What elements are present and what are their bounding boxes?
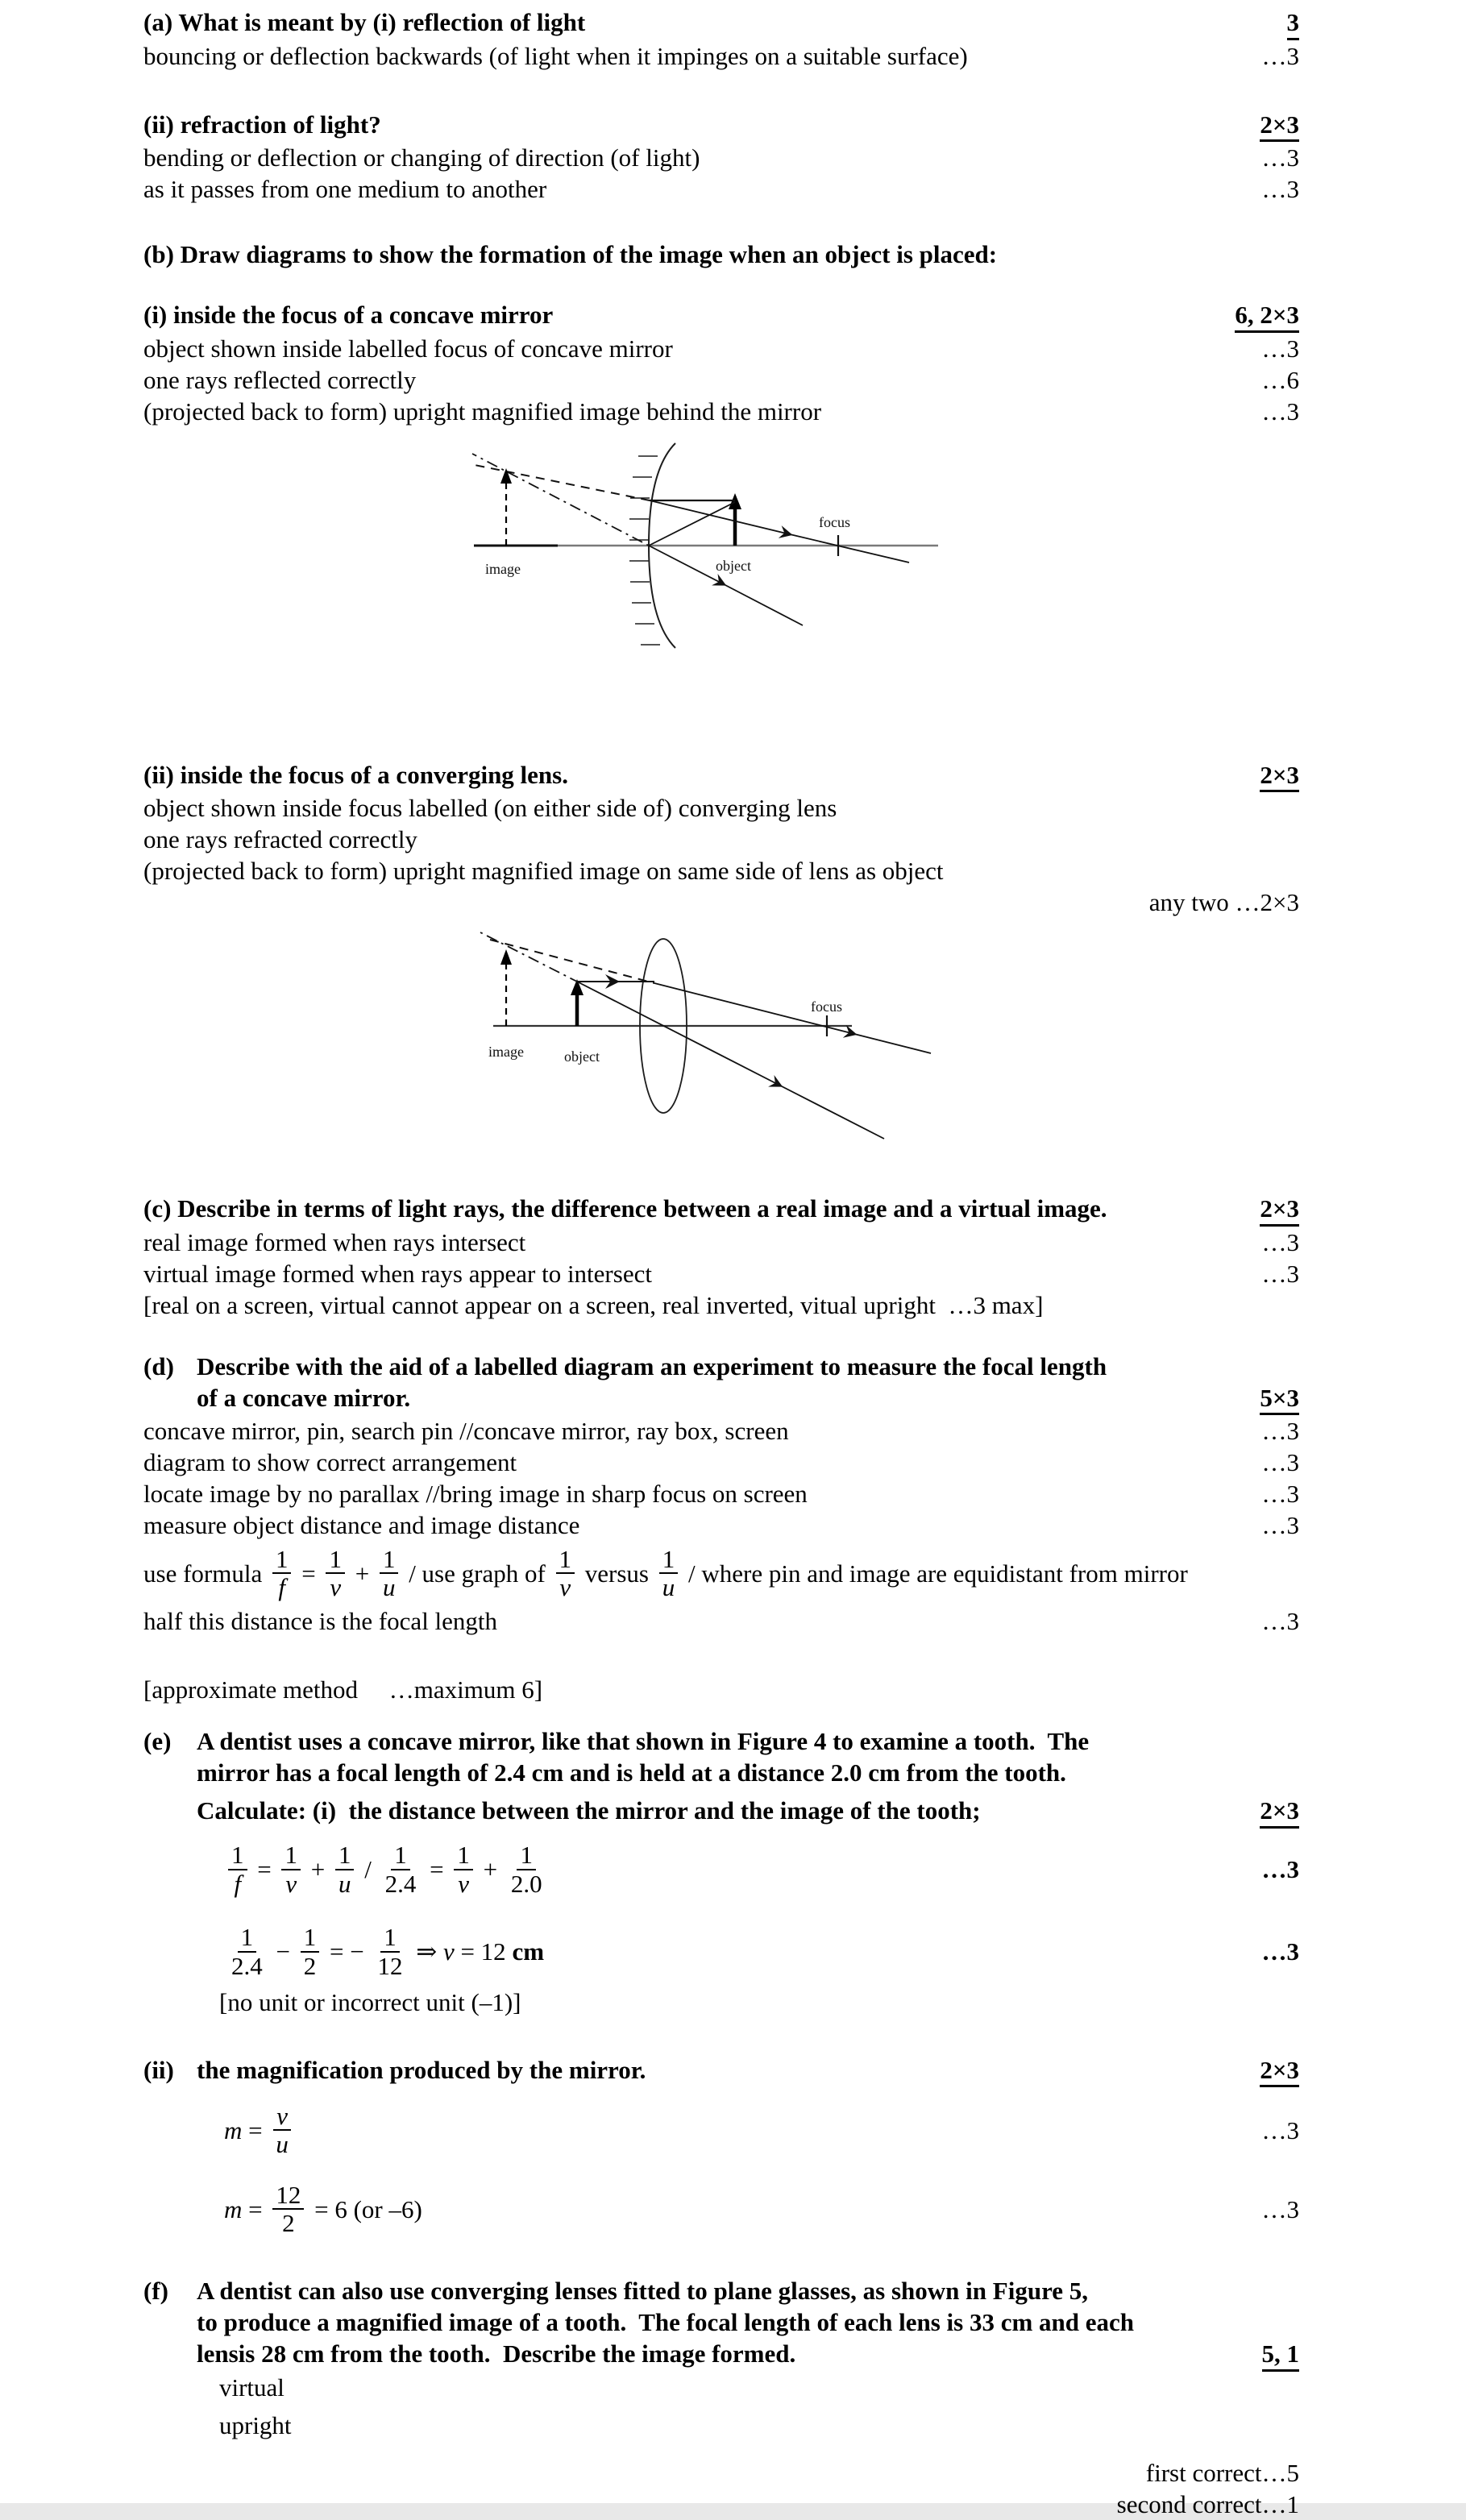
- spacer: [143, 2165, 1299, 2174]
- marks-allocation: 2×3: [1260, 2057, 1299, 2088]
- equation-text: =: [295, 1559, 322, 1588]
- line-text: [real on a screen, virtual cannot appear on a screen, real inverted, vitual upright …3 max]: [143, 1290, 1044, 1319]
- text-line: [143, 1509, 1299, 1541]
- item-label: (ii): [143, 2055, 174, 2084]
- line-text: one rays reflected correctly: [143, 365, 417, 394]
- heading-line: [143, 759, 1299, 793]
- equation-text: use formula: [143, 1559, 268, 1588]
- numerator: 1: [556, 1546, 575, 1574]
- spacer: [143, 2441, 1299, 2457]
- heading-line: [143, 6, 1299, 40]
- heading-line: [197, 1757, 1299, 1788]
- line-text: [approximate method …maximum 6]: [143, 1675, 543, 1704]
- mark-award: …3: [1261, 175, 1299, 204]
- text-line: [143, 1227, 1299, 1258]
- spacer: [143, 270, 1299, 299]
- equation-text: versus: [579, 1559, 655, 1588]
- spacer: [143, 2018, 1299, 2054]
- heading-line: [197, 2306, 1299, 2338]
- numerator: 12: [272, 2182, 304, 2210]
- spacer: [143, 1321, 1299, 1351]
- light-rays: [471, 454, 909, 625]
- spacer: [143, 1705, 1299, 1725]
- marks-allocation: 2×3: [1260, 762, 1299, 793]
- equation-text: +: [304, 1855, 331, 1884]
- line-text: (ii) inside the focus of a converging lens.: [143, 760, 568, 789]
- heading-line: [197, 1382, 1299, 1416]
- equation-text: = 12: [454, 1937, 513, 1966]
- numerator: 1: [335, 1841, 355, 1870]
- line-text: A dentist can also use converging lenses fitted to plane glasses, as shown in Figure 5,: [197, 2277, 1089, 2306]
- mark-award: second correct…1: [1116, 2489, 1299, 2518]
- fraction: [272, 1546, 292, 1601]
- marks-allocation: 2×3: [1260, 1798, 1299, 1829]
- line-text: [143, 1546, 1188, 1601]
- fraction: [228, 1841, 247, 1897]
- line-text: virtual: [219, 2373, 284, 2402]
- line-text: to produce a magnified image of a tooth. The focal length of each lens is 33 cm and each: [197, 2308, 1135, 2337]
- denominator: f: [278, 1573, 286, 1602]
- mark-award: …6: [1261, 365, 1299, 394]
- fraction: [659, 1546, 679, 1601]
- equation-text: / use graph of: [402, 1559, 552, 1588]
- mark-award: …3: [1261, 1607, 1299, 1636]
- spacer: [143, 1165, 1299, 1193]
- equation-text: m: [224, 2115, 243, 2144]
- mark-award: …3: [1261, 1417, 1299, 1446]
- marks-allocation: 2×3: [1260, 1196, 1299, 1227]
- line-text: real image formed when rays intersect: [143, 1227, 526, 1256]
- mark-award: …3: [1261, 1511, 1299, 1540]
- numerator: 1: [380, 1546, 399, 1574]
- mark-award: …3: [1261, 1855, 1299, 1884]
- heading-line: [143, 109, 1299, 143]
- mark-award: …3: [1261, 143, 1299, 172]
- line-text: (c) Describe in terms of light rays, the difference between a real image and a virtual image.: [143, 1194, 1107, 1223]
- marks-allocation: 2×3: [1260, 112, 1299, 143]
- line-text: as it passes from one medium to another: [143, 175, 547, 204]
- image-arrow: [500, 949, 512, 1026]
- spacer: [143, 72, 1299, 109]
- focus-label: focus: [811, 998, 842, 1015]
- text-line: [143, 792, 1299, 824]
- marks-allocation: 5, 1: [1262, 2341, 1300, 2372]
- text-line: [143, 40, 1299, 72]
- marks-allocation: 3: [1287, 10, 1300, 40]
- numerator: 1: [659, 1546, 679, 1574]
- equation-line: [143, 1541, 1299, 1605]
- numerator: 1: [391, 1841, 410, 1870]
- item-label: (e): [143, 1727, 172, 1756]
- mark-award: …3: [1261, 1480, 1299, 1509]
- line-text: mirror has a focal length of 2.4 cm and is held at a distance 2.0 cm from the tooth.: [197, 1758, 1066, 1787]
- fraction: [326, 1546, 345, 1601]
- denominator: 2.0: [510, 1869, 542, 1898]
- heading-line: [143, 1351, 1299, 1382]
- fraction: [272, 2182, 304, 2237]
- denominator: u: [276, 2130, 289, 2159]
- numerator: 1: [380, 1924, 400, 1952]
- denominator: v: [559, 1573, 571, 1602]
- fraction: [380, 1546, 399, 1601]
- text-line: [219, 2372, 1299, 2403]
- mark-award: …3: [1261, 41, 1299, 70]
- equation-text: = −: [323, 1937, 371, 1966]
- line-text: (b) Draw diagrams to show the formation of the image when an object is placed:: [143, 240, 998, 269]
- text-line: [143, 1415, 1299, 1447]
- line-text: [224, 1924, 544, 1979]
- equation-text: m: [224, 2194, 243, 2223]
- image-label: image: [485, 560, 521, 577]
- line-text: [224, 2103, 296, 2158]
- mark-award: …3: [1261, 1227, 1299, 1256]
- line-text: upright: [219, 2410, 292, 2439]
- fraction: [454, 1841, 473, 1897]
- numerator: 1: [301, 1924, 320, 1952]
- fraction: [301, 1924, 320, 1979]
- fraction: [272, 2103, 292, 2158]
- heading-line: [143, 2054, 1299, 2088]
- denominator: 12: [377, 1951, 403, 1980]
- equation-line: [224, 2174, 1299, 2244]
- text-line: [143, 364, 1299, 396]
- denominator: u: [382, 1573, 396, 1602]
- line-text: half this distance is the focal length: [143, 1607, 498, 1636]
- diagram-row-mirror: [451, 438, 1299, 672]
- equation-text: +: [476, 1855, 504, 1884]
- line-text: (i) inside the focus of a concave mirror: [143, 301, 554, 330]
- text-line: [143, 1447, 1299, 1478]
- line-text: diagram to show correct arrangement: [143, 1448, 517, 1477]
- numerator: 1: [272, 1546, 292, 1574]
- text-line: [143, 824, 1299, 855]
- text-line: [143, 2457, 1299, 2489]
- line-text: one rays refracted correctly: [143, 825, 417, 854]
- mark-award: …3: [1261, 2115, 1299, 2144]
- spacer: [143, 672, 1299, 759]
- spacer: [143, 2403, 1299, 2410]
- line-text: concave mirror, pin, search pin //concave mirror, ray box, screen: [143, 1417, 789, 1446]
- spacer: [143, 1788, 1299, 1795]
- denominator: 2: [282, 2209, 295, 2238]
- heading-line: [143, 239, 1299, 270]
- line-text: Describe with the aid of a labelled diagram an experiment to measure the focal length: [197, 1351, 1107, 1380]
- line-text: (ii) refraction of light?: [143, 110, 381, 139]
- equation-text: =: [251, 1855, 278, 1884]
- line-text: bending or deflection or changing of direction (of light): [143, 143, 700, 172]
- numerator: 1: [281, 1841, 301, 1870]
- heading-line: [143, 299, 1299, 333]
- heading-line: [197, 1795, 1299, 1829]
- equation-text: =: [423, 1855, 451, 1884]
- text-line: [143, 173, 1299, 205]
- line-text: lensis 28 cm from the tooth. Describe the image formed.: [197, 2339, 796, 2368]
- mark-award: …3: [1261, 2194, 1299, 2223]
- denominator: v: [458, 1869, 469, 1898]
- denominator: 2.4: [231, 1951, 263, 1980]
- text-line: [143, 396, 1299, 427]
- numerator: v: [273, 2103, 291, 2131]
- fraction: [508, 1841, 546, 1897]
- line-text: (projected back to form) upright magnified image on same side of lens as object: [143, 857, 944, 886]
- marks-allocation: 5×3: [1260, 1385, 1299, 1416]
- line-text: [no unit or incorrect unit (–1)]: [219, 1987, 521, 2016]
- numerator: 1: [228, 1841, 247, 1870]
- text-line: [143, 142, 1299, 173]
- equation-text: =: [242, 2194, 269, 2223]
- mark-award: …3: [1261, 334, 1299, 363]
- equation-text: = 6 (or –6): [308, 2194, 422, 2223]
- mark-award: …3: [1261, 1448, 1299, 1477]
- text-line: [143, 886, 1299, 918]
- object-arrow: [571, 979, 583, 1026]
- line-text: [224, 2182, 422, 2237]
- line-text: measure object distance and image distance: [143, 1511, 580, 1540]
- line-text: of a concave mirror.: [197, 1383, 411, 1412]
- text-line: [143, 1478, 1299, 1509]
- numerator: 1: [454, 1841, 473, 1870]
- object-label: object: [564, 1048, 600, 1065]
- fraction: [374, 1924, 405, 1979]
- spacer: [143, 1904, 1299, 1917]
- text-line: [143, 1258, 1299, 1289]
- image-label: image: [488, 1044, 524, 1061]
- equation-line: [224, 2095, 1299, 2165]
- equation-text: /: [358, 1855, 378, 1884]
- spacer: [143, 2244, 1299, 2275]
- text-line: [143, 1289, 1299, 1321]
- numerator: 1: [326, 1546, 345, 1574]
- numerator: 1: [517, 1841, 536, 1870]
- object-label: object: [716, 557, 751, 574]
- text-line: [143, 1605, 1299, 1637]
- denominator: f: [234, 1869, 242, 1898]
- equation-text: / where pin and image are equidistant from mirror: [682, 1559, 1188, 1588]
- heading-line: [143, 2275, 1299, 2306]
- denominator: 2.4: [384, 1869, 417, 1898]
- fraction: [556, 1546, 575, 1601]
- mark-award: any two …2×3: [1148, 888, 1299, 917]
- text-line: [143, 855, 1299, 886]
- equation-text: −: [269, 1937, 297, 1966]
- line-text: object shown inside labelled focus of concave mirror: [143, 334, 673, 363]
- denominator: u: [662, 1573, 675, 1602]
- concave-mirror-ray-diagram: [451, 438, 983, 672]
- fraction: [228, 1924, 266, 1979]
- equation-text: =: [242, 2115, 269, 2144]
- heading-line: [143, 1193, 1299, 1227]
- heading-line: [197, 2338, 1299, 2372]
- mark-award: …3: [1261, 1937, 1299, 1966]
- mark-award: …3: [1261, 396, 1299, 426]
- line-text: bouncing or deflection backwards (of light when it impinges on a suitable surface): [143, 41, 968, 70]
- denominator: v: [285, 1869, 297, 1898]
- line-text: (a) What is meant by (i) reflection of light: [143, 8, 586, 36]
- heading-line: [143, 1725, 1299, 1757]
- fraction: [382, 1841, 420, 1897]
- line-text: the magnification produced by the mirror.: [197, 2055, 646, 2084]
- equation-line: [224, 1917, 1299, 1987]
- marks-allocation: 6, 2×3: [1235, 302, 1299, 333]
- denominator: u: [338, 1869, 351, 1898]
- spacer: [143, 1637, 1299, 1674]
- equation-line: [224, 1835, 1299, 1904]
- mark-award: …3: [1261, 1259, 1299, 1288]
- text-line: [143, 2489, 1299, 2520]
- text-line: [219, 1987, 1299, 2018]
- denominator: 2: [303, 1951, 317, 1980]
- line-text: [224, 1841, 550, 1897]
- line-text: virtual image formed when rays appear to intersect: [143, 1259, 652, 1288]
- equation-text: v: [442, 1937, 455, 1966]
- equation-text: ⇒: [409, 1937, 443, 1966]
- numerator: 1: [238, 1924, 257, 1952]
- light-rays: [480, 932, 931, 1139]
- diagram-row-lens: [451, 931, 1299, 1165]
- spacer: [143, 918, 1299, 931]
- spacer: [143, 205, 1299, 239]
- fraction: [281, 1841, 301, 1897]
- spacer: [143, 2087, 1299, 2095]
- equation-text: +: [348, 1559, 376, 1588]
- equation-text: cm: [512, 1937, 545, 1966]
- fraction: [335, 1841, 355, 1897]
- spacer: [143, 1829, 1299, 1835]
- line-text: Calculate: (i) the distance between the mirror and the image of the tooth;: [197, 1796, 981, 1825]
- line-text: (projected back to form) upright magnified image behind the mirror: [143, 396, 822, 426]
- line-text: locate image by no parallax //bring image in sharp focus on screen: [143, 1480, 808, 1509]
- text-line: [143, 1674, 1299, 1705]
- line-text: A dentist uses a concave mirror, like that shown in Figure 4 to examine a tooth. The: [197, 1727, 1090, 1756]
- item-label: (f): [143, 2277, 168, 2306]
- text-line: [143, 333, 1299, 364]
- denominator: v: [330, 1573, 342, 1602]
- mark-award: first correct…5: [1145, 2458, 1299, 2487]
- converging-lens-ray-diagram: [451, 931, 983, 1165]
- focus-label: focus: [819, 513, 850, 530]
- spacer: [143, 427, 1299, 438]
- image-arrow: [500, 468, 512, 546]
- item-label: (d): [143, 1351, 174, 1380]
- text-line: [219, 2410, 1299, 2441]
- line-text: object shown inside focus labelled (on either side of) converging lens: [143, 794, 837, 823]
